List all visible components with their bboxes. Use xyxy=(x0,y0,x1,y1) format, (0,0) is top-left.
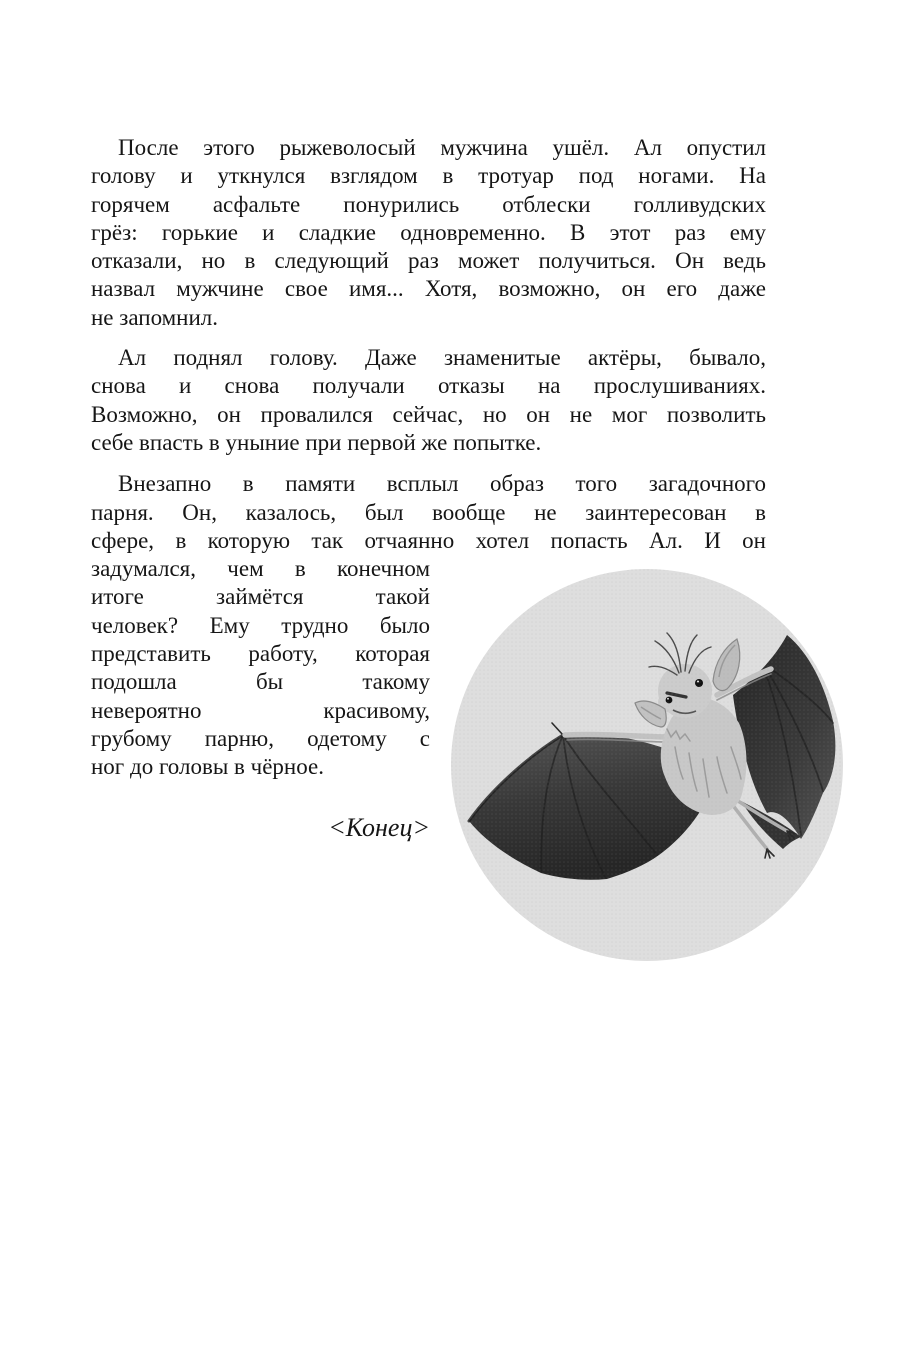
text-line: задумался, чем в конечном xyxy=(91,556,430,582)
end-marker: <Конец> xyxy=(328,812,430,842)
text-line: грубому парню, одетому с xyxy=(91,725,430,751)
bat-illustration-circle xyxy=(451,569,843,961)
text-line: отказали, но в следующий раз может получиться. Он ведь xyxy=(91,248,766,274)
text-line: подошла бы такому xyxy=(91,669,430,695)
text-line: Внезапно в памяти всплыл образ того загадочного xyxy=(118,471,766,497)
text-line: невероятно красивому, xyxy=(91,697,430,723)
paragraph-1 xyxy=(91,134,766,332)
text-line: ног до головы в чёрное. xyxy=(91,754,324,780)
text-line: Ал поднял голову. Даже знаменитые актёры, бывало, xyxy=(118,345,766,371)
text-line: себе впасть в уныние при первой же попытке. xyxy=(91,429,542,455)
halftone-texture xyxy=(451,569,843,961)
text-line: итоге займётся такой xyxy=(91,584,430,610)
bat-illustration xyxy=(451,569,843,961)
paragraph-2 xyxy=(91,344,766,457)
text-line: представить работу, которая xyxy=(91,641,430,667)
text-line: голову и уткнулся взглядом в тротуар под ногами. На xyxy=(91,163,766,189)
text-line: грёз: горькие и сладкие одновременно. В этот раз ему xyxy=(91,219,766,245)
text-line: сфере, в которую так отчаянно хотел попасть Ал. И он xyxy=(91,527,766,553)
text-line: После этого рыжеволосый мужчина ушёл. Ал опустил xyxy=(118,135,766,160)
paragraph-3-wrapped-column xyxy=(91,555,430,781)
text-line: горячем асфальте понурились отблески голливудских xyxy=(91,191,766,217)
text-line: снова и снова получали отказы на прослушиваниях. xyxy=(91,373,766,399)
text-line: назвал мужчине свое имя... Хотя, возможно, он его даже xyxy=(91,276,766,302)
paragraph-3-full-width xyxy=(91,470,766,555)
text-line: не запомнил. xyxy=(91,304,219,330)
text-line: парня. Он, казалось, был вообще не заинтересован в xyxy=(91,499,766,525)
text-line: человек? Ему трудно было xyxy=(91,612,430,638)
text-line: Возможно, он провалился сейчас, но он не мог позволить xyxy=(91,401,766,427)
